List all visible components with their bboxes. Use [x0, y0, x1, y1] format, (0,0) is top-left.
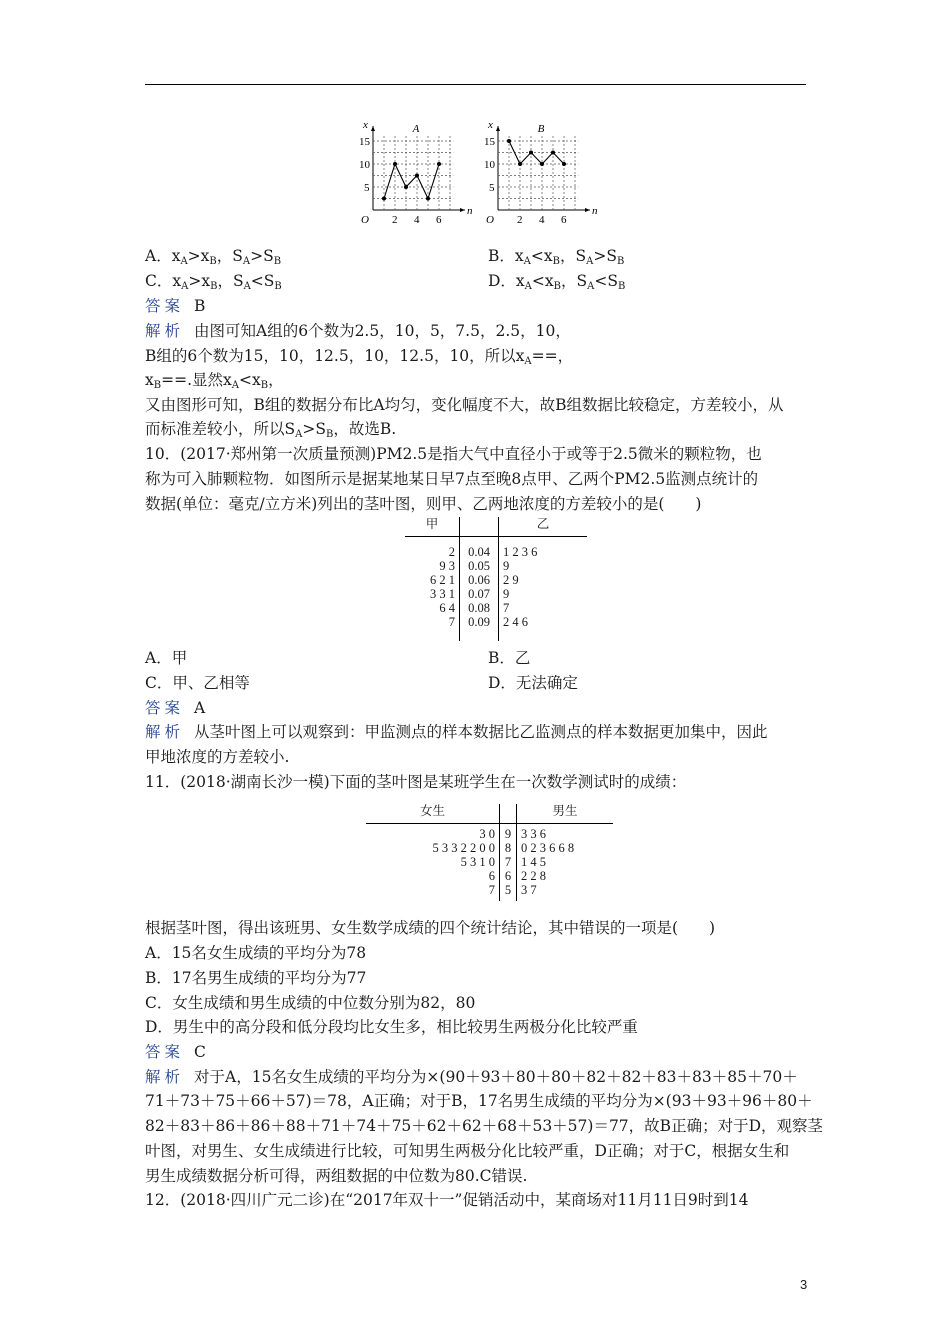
x-tick-label: 6 — [436, 214, 442, 226]
x-tick-label: 4 — [539, 214, 545, 226]
q9-analysis-3: xB==.显然xA<xB， — [145, 371, 284, 391]
leaf-right: 3 7 — [521, 883, 537, 897]
line-chart-A — [355, 118, 475, 230]
q10-stem-3: 数据(单位：毫克/立方米)列出的茎叶图，则甲、乙两地浓度的方差较小的是( ) — [145, 495, 702, 513]
stem: 0.09 — [460, 615, 499, 641]
q9-analysis-5: 而标准差较小，所以SA>SB，故选B. — [145, 420, 397, 440]
q9-analysis-2: B组的6个数为15，10，12.5，10，12.5，10，所以xA==， — [145, 347, 574, 367]
q11-option-c: C．女生成绩和男生成绩的中位数分别为82，80 — [145, 994, 476, 1012]
leaf-right: 9 — [503, 559, 510, 573]
q11-option-a: A．15名女生成绩的平均分为78 — [145, 944, 367, 962]
leaf-left: 7 — [488, 883, 495, 897]
leaf-right: 2 2 8 — [521, 869, 546, 883]
y-tick-label: 10 — [359, 159, 370, 171]
q11-stem-1: 11．(2018·湖南长沙一模)下面的茎叶图是某班学生在一次数学测试时的成绩： — [145, 773, 687, 791]
stem: 6 — [500, 869, 517, 883]
x-tick-label: 2 — [517, 214, 523, 226]
line-chart-B — [480, 118, 600, 230]
origin-label: O — [486, 214, 494, 226]
x-axis-arrow — [585, 208, 590, 212]
q9-option-d: D．xA<xB，SA<SB — [488, 272, 626, 292]
origin-label: O — [361, 214, 369, 226]
leaf-right: 1 2 3 6 — [503, 545, 538, 559]
leaf-right: 1 4 5 — [521, 855, 546, 869]
x-axis-label: n — [467, 205, 473, 217]
leaf-left: 6 4 — [439, 601, 455, 615]
stem-leaf-right-header: 男生 — [517, 804, 614, 824]
stem: 9 — [500, 824, 517, 842]
stem: 0.08 — [460, 601, 499, 615]
leaf-left: 5 3 1 0 — [460, 855, 495, 869]
data-point — [393, 162, 397, 166]
q11-answer: 答案 C — [145, 1043, 206, 1061]
stem-leaf-right-header: 乙 — [499, 517, 588, 537]
y-tick-label: 15 — [359, 136, 370, 148]
q11-analysis-4: 叶图，对男生、女生成绩进行比较，可知男生两极分化比较严重，D正确；对于C，根据女生和 — [145, 1142, 790, 1160]
y-tick-label: 5 — [364, 182, 370, 194]
q10-stem-1: 10．(2017·郑州第一次质量预测)PM2.5是指大气中直径小于或等于2.5微米的颗粒物，也 — [145, 445, 762, 463]
q11-analysis-3: 82＋83＋86＋86＋88＋71＋74＋75＋62＋62＋68＋53＋57)＝77，故B正确；对于D，观察茎 — [145, 1117, 823, 1135]
leaf-right: 7 — [503, 601, 510, 615]
q11-analysis-1: 解析 对于A，15名女生成绩的平均分为×(90＋93＋80＋80＋82＋82＋83＋83＋85＋70＋ — [145, 1068, 798, 1086]
chart-title: A — [412, 123, 420, 135]
y-axis-arrow — [371, 126, 375, 131]
q12-stem-1: 12．(2018·四川广元二诊)在“2017年双十一”促销活动中，某商场对11月11日9时到14 — [145, 1191, 749, 1209]
stem: 0.07 — [460, 587, 499, 601]
stem: 7 — [500, 855, 517, 869]
q11-option-d: D．男生中的高分段和低分段均比女生多，相比较男生两极分化比较严重 — [145, 1018, 638, 1036]
stem: 0.06 — [460, 573, 499, 587]
x-axis-arrow — [460, 208, 465, 212]
q9-option-b: B．xA<xB，SA>SB — [488, 247, 625, 267]
leaf-right: 9 — [503, 587, 510, 601]
data-point — [518, 162, 522, 166]
chart-title: B — [537, 123, 545, 135]
leaf-left: 2 — [448, 545, 455, 559]
q11-analysis-2: 71＋73＋75＋66＋57)＝78，A正确；对于B，17名男生成绩的平均分为×(93＋93＋96＋80＋ — [145, 1092, 813, 1110]
q11-option-b: B．17名男生成绩的平均分为77 — [145, 969, 367, 987]
x-tick-label: 2 — [392, 214, 398, 226]
q10-stem-leaf-table — [405, 517, 587, 641]
leaf-left: 6 — [488, 869, 495, 883]
stem: 8 — [500, 841, 517, 855]
y-tick-label: 10 — [484, 159, 495, 171]
y-tick-label: 5 — [489, 182, 495, 194]
data-point — [415, 174, 419, 178]
leaf-left: 9 3 — [439, 559, 455, 573]
x-axis-label: n — [592, 205, 598, 217]
leaf-left: 3 0 — [479, 827, 495, 841]
q10-option-a: A．甲 — [145, 649, 188, 667]
q9-option-c: C．xA>xB，SA<SB — [145, 272, 282, 292]
leaf-left: 6 2 1 — [430, 573, 455, 587]
q10-stem-2: 称为可入肺颗粒物．如图所示是据某地某日早7点至晚8点甲、乙两个PM2.5监测点统计的 — [145, 470, 759, 488]
q9-answer: 答案 B — [145, 297, 206, 315]
x-tick-label: 6 — [561, 214, 567, 226]
data-point — [382, 197, 386, 201]
q10-option-c: C．甲、乙相等 — [145, 674, 250, 692]
y-tick-label: 15 — [484, 136, 495, 148]
q11-stem-2: 根据茎叶图，得出该班男、女生数学成绩的四个统计结论，其中错误的一项是( ) — [145, 919, 716, 937]
leaf-left: 5 3 3 2 2 0 0 — [432, 841, 495, 855]
q10-answer: 答案 A — [145, 699, 206, 717]
data-point — [404, 185, 408, 189]
stem: 5 — [500, 883, 517, 901]
q10-analysis-1: 解析 从茎叶图上可以观察到：甲监测点的样本数据比乙监测点的样本数据更加集中，因此 — [145, 723, 768, 741]
stem: 0.05 — [460, 559, 499, 573]
data-point — [540, 162, 544, 166]
data-point — [507, 139, 511, 143]
header-rule — [145, 84, 806, 85]
q10-option-d: D．无法确定 — [488, 674, 578, 692]
leaf-right: 2 4 6 — [503, 615, 528, 629]
q10-option-b: B．乙 — [488, 649, 531, 667]
q9-analysis-4: 又由图形可知，B组的数据分布比A均匀，变化幅度不大，故B组数据比较稳定，方差较小，从 — [145, 396, 784, 414]
data-point — [562, 162, 566, 166]
q11-stem-leaf-table — [366, 804, 613, 901]
stem: 0.04 — [460, 537, 499, 560]
stem-leaf-left-header: 女生 — [366, 804, 500, 824]
q9-option-a: A．xA>xB，SA>SB — [145, 247, 282, 267]
data-point — [437, 162, 441, 166]
leaf-right: 3 3 6 — [521, 827, 546, 841]
stem-leaf-left-header: 甲 — [405, 517, 460, 537]
y-axis-label: x — [488, 119, 493, 131]
data-point — [426, 197, 430, 201]
q10-analysis-2: 甲地浓度的方差较小. — [145, 748, 290, 766]
series-line — [384, 164, 439, 199]
x-tick-label: 4 — [414, 214, 420, 226]
leaf-left: 3 3 1 — [430, 587, 455, 601]
y-axis-arrow — [496, 126, 500, 131]
leaf-left: 7 — [448, 615, 455, 629]
y-axis-label: x — [363, 119, 368, 131]
data-point — [529, 151, 533, 155]
leaf-right: 0 2 3 6 6 8 — [521, 841, 575, 855]
q11-analysis-5: 男生成绩数据分析可得，两组数据的中位数为80.C错误. — [145, 1167, 528, 1185]
leaf-right: 2 9 — [503, 573, 519, 587]
data-point — [551, 151, 555, 155]
q9-analysis-1: 解析 由图可知A组的6个数为2.5，10，5，7.5，2.5，10， — [145, 322, 571, 340]
page-number: 3 — [800, 1277, 808, 1292]
